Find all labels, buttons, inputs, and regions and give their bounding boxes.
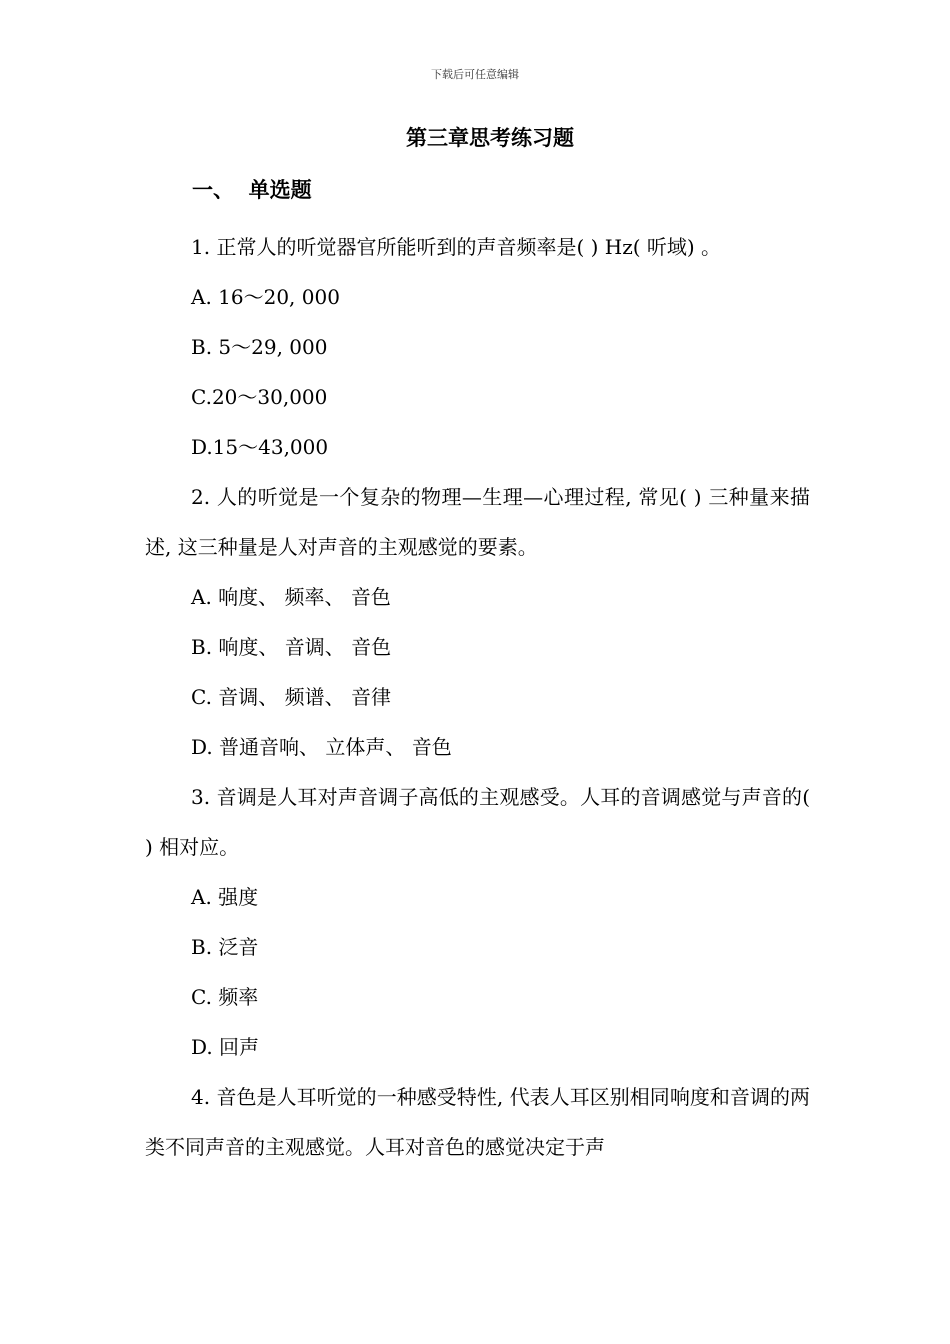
option-a: A. 强度 [191,885,259,909]
question-3 [145,772,810,1072]
option-c: C.20～30,000 [191,385,328,409]
option-d: D. 普通音响、 立体声、 音色 [191,735,452,759]
option-d: D. 回声 [191,1035,260,1059]
page-title: 第三章思考练习题 [406,126,574,150]
option-c: C. 频率 [191,985,259,1009]
option-b: B. 响度、 音调、 音色 [191,635,392,659]
option-b: B. 泛音 [191,935,259,959]
option-b: B. 5～29, 000 [191,335,328,359]
header-note: 下载后可任意编辑 [431,68,519,81]
option-c: C. 音调、 频谱、 音律 [191,685,392,709]
option-a: A. 16～20, 000 [191,285,340,309]
question-4 [145,1072,810,1172]
question-stem: 4. 音色是人耳听觉的一种感受特性, 代表人耳区别相同响度和音调的两类不同声音的主观感觉。人耳对音色的感觉决定于声 [145,1085,810,1159]
question-1 [145,222,810,472]
question-2 [145,472,810,772]
section-heading: 一、 单选题 [192,178,312,202]
option-d: D.15～43,000 [191,435,329,459]
question-list [145,222,810,1172]
question-stem: 2. 人的听觉是一个复杂的物理—生理—心理过程, 常见( ) 三种量来描述, 这三种量是人对声音的主观感觉的要素。 [145,485,810,559]
option-a: A. 响度、 频率、 音色 [191,585,391,609]
question-stem: 1. 正常人的听觉器官所能听到的声音频率是( ) Hz( 听域) 。 [191,235,722,259]
question-stem: 3. 音调是人耳对声音调子高低的主观感受。人耳的音调感觉与声音的( ) 相对应。 [145,785,810,859]
